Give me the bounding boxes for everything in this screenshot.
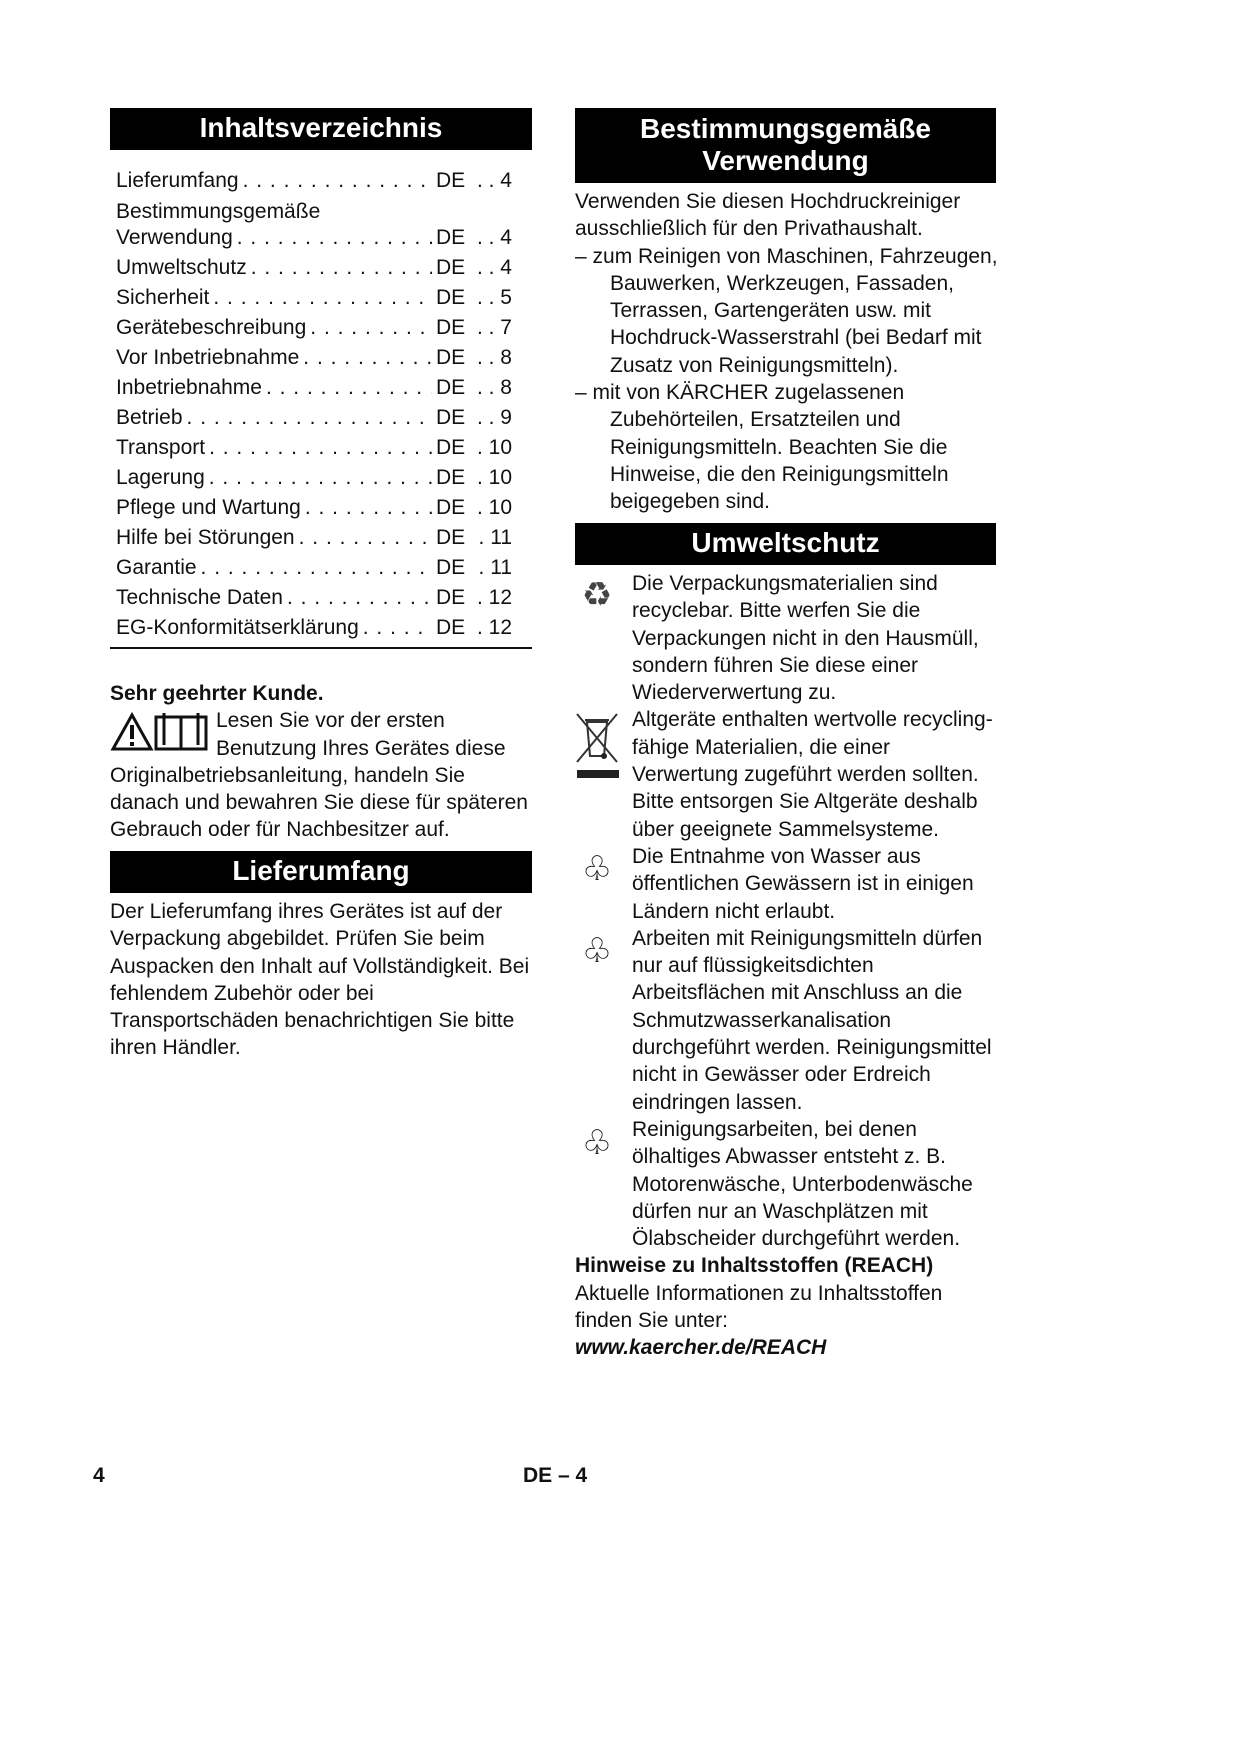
toc-label: Lagerung: [116, 466, 205, 489]
table-of-contents: [116, 166, 512, 643]
toc-page: . 10: [476, 436, 512, 459]
lieferumfang-text: Der Lieferumfang ihres Gerätes ist auf der Verpackung abgebildet. Prüfen Sie beim Auspacken den Inhalt auf Vollständigkeit. Bei fehlendem Zubehör oder bei Transportschäden benachrichtigen Sie bitte ihren Händler.: [110, 900, 530, 1060]
toc-row[interactable]: [116, 523, 512, 553]
toc-de: DE: [436, 376, 466, 399]
toc-row[interactable]: [116, 553, 512, 583]
greeting-text: Lesen Sie vor der ersten Benutzung Ihres Gerätes diese Originalbetriebsanleitung, handeln Sie danach und bewahren Sie diese für späteren Gebrauch oder für Nachbesitzer auf.: [110, 709, 528, 842]
umwelt-heading: Umweltschutz: [575, 523, 996, 565]
toc-page: . 12: [476, 586, 512, 609]
recycling-icon: ♻: [581, 576, 613, 614]
toc-page: . 11: [478, 526, 512, 549]
toc-de: DE: [436, 316, 466, 339]
toc-label: Pflege und Wartung: [116, 496, 301, 519]
toc-page: . 11: [478, 556, 512, 579]
toc-page: . 12: [476, 616, 512, 639]
toc-page: . . 4: [476, 226, 512, 249]
toc-label: Hilfe bei Störungen: [116, 526, 295, 549]
toc-de: DE: [436, 226, 466, 249]
greeting-title: Sehr geehrter Kunde.: [110, 682, 324, 705]
reach-text: Aktuelle Informationen zu Inhaltsstoffen finden Sie unter:: [575, 1281, 943, 1333]
toc-de: DE: [436, 286, 466, 309]
environment-icon: ♧: [581, 850, 613, 888]
toc-de: DE: [436, 346, 466, 369]
toc-heading: Inhaltsverzeichnis: [110, 108, 532, 150]
toc-label-line1: Bestimmungsgemäße: [116, 200, 321, 223]
toc-de: DE: [436, 466, 466, 489]
environment-icon: ♧: [581, 932, 613, 970]
toc-label: Lieferumfang: [116, 169, 239, 192]
lieferumfang-heading: Lieferumfang: [110, 851, 532, 893]
toc-de: DE: [436, 556, 466, 579]
toc-page: . 10: [476, 496, 512, 519]
footer-label: DE – 4: [523, 1464, 588, 1487]
toc-page: . . 4: [476, 169, 512, 192]
toc-label: Transport: [116, 436, 206, 459]
toc-label: Gerätebeschreibung: [116, 316, 307, 339]
toc-label: Inbetriebnahme: [116, 376, 262, 399]
toc-de: DE: [436, 616, 466, 639]
reach-title: Hinweise zu Inhaltsstoffen (REACH): [575, 1254, 934, 1278]
toc-de: DE: [436, 526, 466, 549]
toc-label: EG-Konformitätserklärung: [116, 616, 359, 639]
environment-icon: ♧: [581, 1124, 613, 1162]
toc-row[interactable]: [116, 313, 512, 343]
toc-label: Vor Inbetriebnahme: [116, 346, 300, 369]
umwelt-item: Altgeräte enthalten wertvolle recyclingfähige Materialien, die einer Verwertung zugeführt werden sollten. Bitte entsorgen Sie Altgeräte deshalb über geeignete Sammelsysteme.: [632, 708, 993, 841]
reach-link[interactable]: www.kaercher.de/REACH: [575, 1336, 827, 1360]
bestimmung-intro: Verwenden Sie diesen Hochdruckreiniger ausschließlich für den Privathaushalt.: [575, 190, 961, 241]
toc-row[interactable]: [116, 373, 512, 403]
warning-book-icons: [110, 709, 210, 755]
umwelt-item: Die Entnahme von Wasser aus öffentlichen Gewässern ist in einigen Ländern nicht erlaubt.: [632, 844, 974, 923]
toc-row[interactable]: [116, 433, 512, 463]
toc-page: . . 8: [476, 376, 512, 399]
toc-row[interactable]: [116, 463, 512, 493]
toc-de: DE: [436, 586, 466, 609]
umwelt-item: Arbeiten mit Reinigungsmitteln dürfen nur auf flüssigkeitsdichten Arbeitsflächen mit Anschluss an die Schmutzwasserkanalisation durchgeführt werden. Reinigungsmittel nicht in Gewässer oder Erdreich eindringen lassen.: [632, 926, 992, 1114]
umwelt-item: Reinigungsarbeiten, bei denen ölhaltiges Abwasser entsteht z. B. Motorenwäsche, Unterbodenwäsche dürfen nur an Waschplätzen mit Ölabscheider durchgeführt werden.: [632, 1117, 973, 1251]
toc-de: DE: [436, 169, 466, 192]
toc-de: DE: [436, 256, 466, 279]
umwelt-item: Die Verpackungsmaterialien sind recyclebar. Bitte werfen Sie die Verpackungen nicht in den Hausmüll, sondern führen Sie diese einer Wiederverwertung zu.: [632, 572, 979, 705]
toc-row[interactable]: [116, 613, 512, 643]
toc-page: . . 8: [476, 346, 512, 369]
toc-label: Technische Daten: [116, 586, 283, 609]
toc-page: . . 9: [476, 406, 512, 429]
toc-row[interactable]: [116, 493, 512, 523]
bestimmung-item: – zum Reinigen von Maschinen, Fahrzeugen, Bauwerken, Werkzeugen, Fassaden, Terrassen, Gartengeräten usw. mit Hochdruck-Wasserstrahl (bei Bedarf mit Zusatz von Reinigungsmitteln).: [575, 244, 998, 377]
toc-row[interactable]: [116, 166, 512, 196]
toc-label: Garantie: [116, 556, 197, 579]
toc-label: Betrieb: [116, 406, 183, 429]
toc-page: . . 4: [476, 256, 512, 279]
toc-divider: [110, 647, 532, 649]
toc-label: Sicherheit: [116, 286, 210, 309]
toc-row[interactable]: [116, 403, 512, 433]
heading-line: Bestimmungsgemäße: [640, 113, 931, 144]
toc-row[interactable]: [116, 583, 512, 613]
toc-label: Verwendung: [116, 226, 233, 249]
heading-line: Verwendung: [702, 145, 869, 176]
toc-label: Umweltschutz: [116, 256, 247, 279]
toc-page: . . 5: [476, 286, 512, 309]
toc-row[interactable]: [116, 283, 512, 313]
page-number: 4: [93, 1464, 105, 1487]
toc-de: DE: [436, 496, 466, 519]
toc-row[interactable]: [116, 343, 512, 373]
toc-row[interactable]: [116, 253, 512, 283]
toc-page: . . 7: [476, 316, 512, 339]
bestimmung-heading: [575, 108, 996, 183]
toc-row[interactable]: [116, 223, 512, 253]
toc-page: . 10: [476, 466, 512, 489]
bestimmung-item: – mit von KÄRCHER zugelassenen Zubehörteilen, Ersatzteilen und Reinigungsmitteln. Beachten Sie die Hinweise, die den Reinigungsmitteln beigegeben sind.: [575, 381, 949, 514]
toc-de: DE: [436, 436, 466, 459]
toc-de: DE: [436, 406, 466, 429]
